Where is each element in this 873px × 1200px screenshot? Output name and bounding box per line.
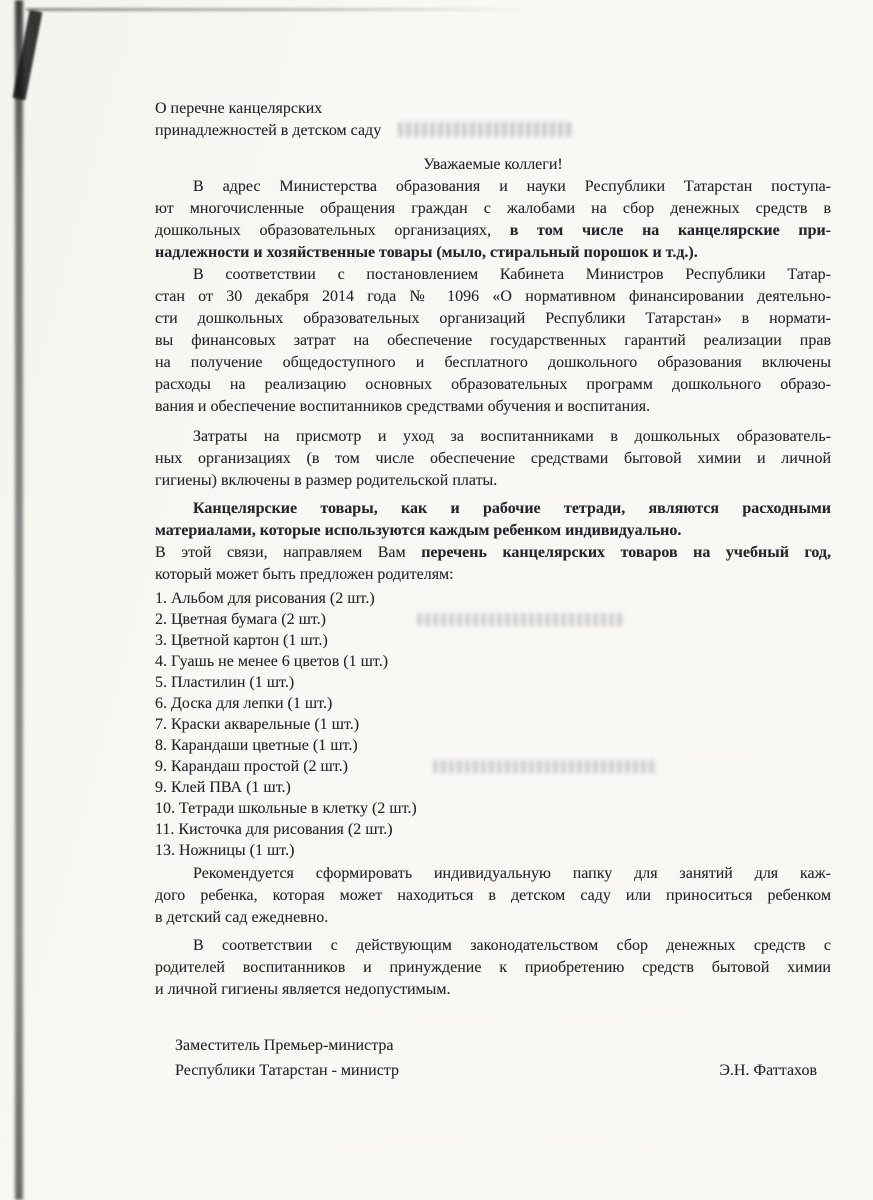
scan-left-edge-artifact bbox=[15, 0, 23, 1200]
text-run: 9. Карандаш простой (2 шт.) bbox=[155, 758, 348, 775]
subject-text: О перечне канцелярских bbox=[155, 100, 323, 117]
text-run: 10. Тетради школьные в клетку (2 шт.) bbox=[155, 800, 417, 817]
list-item bbox=[155, 651, 831, 672]
list-item bbox=[155, 693, 831, 714]
subject-line bbox=[155, 98, 831, 120]
text-line bbox=[155, 352, 831, 374]
text-run: на получение общедоступного и бесплатного дошкольного образования включены bbox=[155, 354, 831, 371]
redaction-smudge bbox=[418, 613, 626, 626]
text-line bbox=[155, 957, 831, 979]
text-run: 4. Гуашь не менее 6 цветов (1 шт.) bbox=[155, 653, 389, 670]
text-line bbox=[155, 564, 831, 586]
text-line: Республики Татарстан - министр bbox=[175, 1062, 399, 1079]
text-run: 13. Ножницы (1 шт.) bbox=[155, 842, 295, 859]
text-line bbox=[155, 330, 831, 352]
text-run: ных организациях (в том числе обеспечение средствами бытовой химии и личной bbox=[155, 450, 831, 467]
signature-name: Э.Н. Фаттахов bbox=[719, 1062, 817, 1079]
text-run: 8. Карандаши цветные (1 шт.) bbox=[155, 737, 358, 754]
paragraph bbox=[155, 498, 831, 542]
text-line bbox=[155, 396, 831, 418]
text-line bbox=[155, 426, 831, 448]
text-run: В соответствии с постановлением Кабинета Министров Республики Татар- bbox=[193, 266, 831, 283]
text-run: В адрес Министерства образования и науки Республики Татарстан поступа- bbox=[193, 178, 831, 195]
redaction-smudge bbox=[434, 760, 656, 773]
text-line bbox=[155, 242, 831, 264]
list-item bbox=[155, 735, 831, 756]
bold-text-run: перечень канцелярских товаров на учебный год, bbox=[421, 544, 831, 561]
text-line bbox=[155, 374, 831, 396]
paragraph bbox=[155, 542, 831, 586]
text-run: 7. Краски акварельные (1 шт.) bbox=[155, 716, 360, 733]
text-line bbox=[155, 498, 831, 520]
paragraph bbox=[155, 264, 831, 418]
text-line bbox=[155, 176, 831, 198]
text-line bbox=[155, 198, 831, 220]
text-run: вания и обеспечение воспитанников средствами обучения и воспитания. bbox=[155, 398, 651, 415]
text-line bbox=[155, 935, 831, 957]
text-run: 1. Альбом для рисования (2 шт.) bbox=[155, 590, 375, 607]
signature-block bbox=[155, 1033, 831, 1083]
text-run: 11. Кисточка для рисования (2 шт.) bbox=[155, 821, 393, 838]
text-line bbox=[155, 520, 831, 542]
text-line bbox=[155, 308, 831, 330]
text-line: Заместитель Премьер-министра bbox=[175, 1037, 394, 1054]
text-line bbox=[155, 542, 831, 564]
salutation: Уважаемые коллеги! bbox=[423, 156, 563, 173]
stationery-list bbox=[155, 588, 831, 861]
text-run: родителей воспитанников и принуждение к приобретению средств бытовой химии bbox=[155, 959, 831, 976]
text-run: в детский сад ежедневно. bbox=[155, 909, 329, 926]
subject-block bbox=[155, 98, 831, 142]
bold-text-run: надлежности и хозяйственные товары (мыло, стиральный порошок и т.д.). bbox=[155, 244, 698, 261]
document-body bbox=[155, 176, 831, 1001]
document-content bbox=[155, 98, 831, 1083]
text-run: 9. Клей ПВА (1 шт.) bbox=[155, 779, 291, 796]
text-line bbox=[155, 220, 831, 242]
text-run: ют многочисленные обращения граждан с жалобами на сбор денежных средств в bbox=[155, 200, 831, 217]
text-line bbox=[155, 907, 831, 929]
text-run: стан от 30 декабря 2014 года № 1096 «О нормативном финансировании деятельно- bbox=[155, 288, 831, 305]
list-item bbox=[155, 672, 831, 693]
list-item bbox=[155, 609, 831, 630]
list-item bbox=[155, 819, 831, 840]
bold-text-run: в том числе на канцелярские при- bbox=[509, 222, 832, 239]
text-line bbox=[155, 979, 831, 1001]
text-run: В этой связи, направляем Вам bbox=[155, 544, 422, 561]
text-line bbox=[155, 286, 831, 308]
text-run: 5. Пластилин (1 шт.) bbox=[155, 674, 295, 691]
list-item bbox=[155, 630, 831, 651]
text-line bbox=[155, 470, 831, 492]
text-run: дого ребенка, которая может находиться в детском саду или приноситься ребенком bbox=[155, 887, 831, 904]
paragraph bbox=[155, 176, 831, 264]
list-item bbox=[155, 756, 831, 777]
text-run: 6. Доска для лепки (1 шт.) bbox=[155, 695, 333, 712]
list-item bbox=[155, 714, 831, 735]
paragraph bbox=[155, 935, 831, 1001]
subject-text: принадлежностей в детском саду bbox=[155, 122, 382, 139]
text-run: расходы на реализацию основных образовательных программ дошкольного образо- bbox=[155, 376, 831, 393]
subject-line bbox=[155, 120, 831, 142]
text-run: 2. Цветная бумага (2 шт.) bbox=[155, 611, 326, 628]
text-run: Рекомендуется сформировать индивидуальную папку для занятий для каж- bbox=[193, 865, 831, 882]
text-run: сти дошкольных образовательных организаций Республики Татарстан» в нормати- bbox=[155, 310, 831, 327]
text-line bbox=[155, 264, 831, 286]
text-line bbox=[155, 885, 831, 907]
text-run: Затраты на присмотр и уход за воспитанниками в дошкольных образователь- bbox=[193, 428, 831, 445]
bold-text-run: материалами, которые используются каждым ребенком индивидуально. bbox=[155, 522, 682, 539]
list-item bbox=[155, 777, 831, 798]
text-run: и личной гигиены является недопустимым. bbox=[155, 981, 451, 998]
list-item bbox=[155, 840, 831, 861]
text-run: вы финансовых затрат на обеспечение государственных гарантий реализации прав bbox=[155, 332, 831, 349]
signature-position bbox=[175, 1033, 399, 1083]
redaction-smudge bbox=[399, 122, 571, 137]
paragraph bbox=[155, 426, 831, 492]
list-item bbox=[155, 588, 831, 609]
list-item bbox=[155, 798, 831, 819]
bold-text-run: Канцелярские товары, как и рабочие тетради, являются расходными bbox=[193, 500, 831, 517]
text-run: В соответствии с действующим законодательством сбор денежных средств с bbox=[193, 937, 831, 954]
text-run: дошкольных образовательных организациях, bbox=[155, 222, 510, 239]
text-run: который может быть предложен родителям: bbox=[155, 566, 454, 583]
text-run: гигиены) включены в размер родительской платы. bbox=[155, 472, 498, 489]
text-run: 3. Цветной картон (1 шт.) bbox=[155, 632, 328, 649]
text-line bbox=[155, 863, 831, 885]
text-line bbox=[155, 448, 831, 470]
paragraph bbox=[155, 863, 831, 929]
scan-top-edge-artifact bbox=[26, 8, 526, 11]
